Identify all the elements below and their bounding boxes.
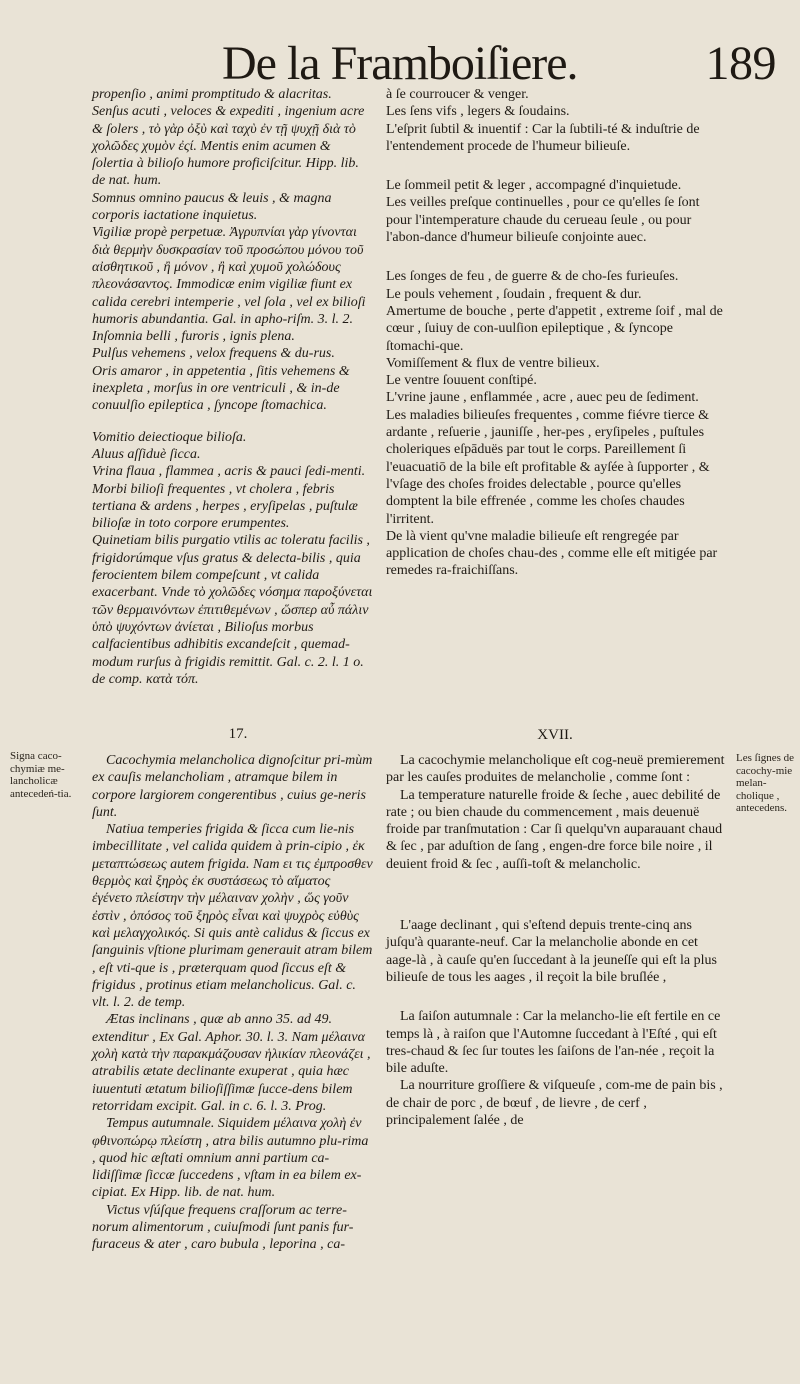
latin-column-bottom [92,752,374,1254]
latin-paragraph: Pulſus vehemens , velox frequens & du-rus. [92,346,335,362]
section-number-latin: 17. [228,726,248,742]
french-paragraph: La cacochymie melancholique eſt cog-neuë premierement par les cauſes produites de melancholie , comme ſont : [386,753,725,786]
french-paragraph: Le pouls vehement , ſoudain , frequent & dur. [386,286,642,302]
latin-paragraph: Ætas inclinans , quæ ab anno 35. ad 49. extenditur , Ex Gal. Aphor. 30. l. 3. Nam μέλαινα χολὴ κατὰ τὴν παρακμάζουσαν ἡλικίαν πλεονάζει , atrabilis ætate declinante exuperat , quia hæc iuuentuti ætatum bilioſiſſimæ ſucce-dens bilem retorridam excipit. Gal. in c. 6. l. 3. Prog. [92,1012,371,1114]
french-paragraph: Le ventre ſouuent conſtipé. [386,373,537,389]
running-title: De la Framboiſiere. [222,37,578,90]
latin-paragraph: Aluus aſſiduè ſicca. [92,446,201,462]
french-paragraph: La temperature naturelle froide & ſeche , auec debilité de rate ; ou bien chaude du commencement , mais deuenuë froide par tranſmutation : Car ſi quelqu'vn auparauant chaud & ſec , par aduſtion de ſang , engen-dre force bile noire , il deuient froid & ſec , auſſi-toſt & melancholic. [386,787,723,872]
french-paragraph: Les ſens vifs , legers & ſoudains. [386,104,570,120]
latin-paragraph: Quinetiam bilis purgatio vtilis ac toleratu facilis , frigidorúmque vſus gratus & delecta-bilis , quia ferocientem bilem compeſcunt , vt calida exacerbant. Vnde τὸ χολῶδες νόσημα παροξύνεται τῶν θερμαινόντων ἐπιτιθεμένων , ὥσπερ αὖ πάλιν ὑπὸ ψυχόντων ἀνίεται , Bilioſus morbus calfacientibus adhibitis excandeſcit , quemad-modum rurſus à frigidis remittit. Gal. c. 2. l. 1 o. de comp. κατὰ τόπ. [92,533,373,687]
latin-paragraph: propenſio , animi promptitudo & alacritas. [92,87,332,102]
latin-paragraph: Senſus acuti , veloces & expediti , ingenium acre & ſolers , τὸ γὰρ ὀξὺ καὶ ταχὺ ἐν τῇ ψυχῇ διὰ τὸ χολῶδες χυμὸν ἐςί. Mentis enim acumen & ſolertia à bilioſo humore proficiſcitur. Hipp. lib. de nat. hum. [92,104,365,189]
french-column-bottom [386,752,728,1129]
french-paragraph: L'aage declinant , qui s'eſtend depuis trente-cinq ans juſqu'à quarante-neuf. Car la melancholie abonde en cet aage-là , à cauſe qu'en ſuccedant à la jeuneſſe qui eſt la plus bilieuſe de tous les aages , il reçoit la bile bruſlée , [386,918,717,985]
french-paragraph: L'eſprit ſubtil & inuentif : Car la ſubtili-té & induſtrie de l'entendement procede de l'humeur bilieuſe. [386,121,700,154]
latin-paragraph: Inſomnia belli , furoris , ignis plena. [92,329,295,345]
french-paragraph: De là vient qu'vne maladie bilieuſe eſt rengregée par application de choſes chau-des , comme elle eſt mitigée par remedes ra-fraichiſſans. [386,528,718,579]
latin-paragraph: Oris amaror , in appetentia , ſitis vehemens & inexpleta , morſus in ore ventriculi , & in-de conuulſio epileptica , ſyncope ſtomachica. [92,363,350,414]
latin-paragraph: Cacochymia melancholica dignoſcitur pri-mùm ex cauſis melancholiam , atramque bilem in corpore largiorem congerentibus , cuius ge-neris ſunt. [92,753,373,820]
french-paragraph: Amertume de bouche , perte d'appetit , extreme ſoif , mal de cœur , ſuiuy de con-uulſion epileptique , & ſyncope ſtomachi-que. [386,303,723,354]
running-header [222,37,782,90]
latin-paragraph: Tempus autumnale. Siquidem μέλαινα χολὴ ἐν φθινοπώρῳ πλείστη , atra bilis autumno plu-rima , quod hic æſtati omnium anni partium ca-lidiſſimæ ſiccæ ſuccedens , vſtam in ea bilem ex-cipiat. Ex Hipp. lib. de nat. hum. [92,1116,369,1201]
latin-column-top [92,86,374,688]
french-paragraph: Les ſonges de feu , de guerre & de cho-ſes furieuſes. [386,269,679,285]
latin-paragraph: Vrina flaua , flammea , acris & pauci ſedi-menti. [92,464,366,480]
french-paragraph: à ſe courroucer & venger. [386,87,529,102]
french-paragraph: L'vrine jaune , enflammée , acre , auec peu de ſediment. [386,390,699,406]
section-number-french: XVII. [537,727,573,743]
french-paragraph: La nourriture groſſiere & viſqueuſe , com-me de pain bis , de chair de porc , de bœuf , de lievre , de cerf , principalement ſalée , de [386,1078,723,1129]
margin-note-latin: Signa caco-chymiæ me-lancholicæ antecedeń-tia. [10,750,72,800]
french-paragraph: Les veilles preſque continuelles , pour ce qu'elles ſe ſont pour l'intemperature chaude du cerueau ſeule , ou pour l'abon-dance d'humeur bilieuſe conjointe auec. [386,195,700,246]
latin-paragraph: Morbi bilioſi frequentes , vt cholera , febris tertiana & ardens , herpes , eryſipelas , puſtulæ bilioſæ in toto corpore erumpentes. [92,481,358,532]
french-paragraph: Les maladies bilieuſes frequentes , comme fiévre tierce & ardante , reſuerie , jauniſſe , her-pes , eryſipeles , puſtules choleriques eſpāduës par tout le corps. Pareillement ſi l'euacuatiō de la bile eſt profitable & ayſée à ſupporter , & l'vſage des choſes froides delectable , pource qu'elles domptent la bile effrenée , comme les choſes chaudes l'irritent. [386,407,710,527]
french-paragraph: Le ſommeil petit & leger , accompagné d'inquietude. [386,178,682,194]
latin-paragraph: Vomitio deiectioque bilioſa. [92,429,247,445]
latin-paragraph: Somnus omnino paucus & leuis , & magna corporis iactatione inquietus. [92,190,332,224]
french-column-top [386,86,728,580]
latin-paragraph: Natiua temperies frigida & ſicca cum lie-nis imbecillitate , vel calida quidem à prin-cipio , ἐκ μεταπτώσεως autem frigida. Nam ει τις ἐμπροσθεν θερμὸς καὶ ξηρὸς ἐκ συστάσεως τὸ αἵματος ἐγένετο πλείστην τὴν μέλαιναν χολὴν , ὥς γοῦν ἐστὶν , ὁπόσος τοῦ ξηρὸς εἶναι καὶ ψυχρὸς εὐθὺς καὶ μελαγχολικός. Si quis antè calidus & ſiccus ex ſanguinis vſtione plurimam generauit atram bilem , eſt vti-que is , præterquam quod ſiccus eſt & frigidus , protinus etiam melancholicus. Gal. c. vlt. l. 2. de temp. [92,822,373,1011]
french-paragraph: Vomiſſement & flux de ventre bilieux. [386,355,600,371]
french-paragraph: La ſaiſon autumnale : Car la melancho-lie eſt fertile en ce temps là , à raiſon que l'Automne ſuccedant à l'Eſté , qui eſt tres-chaud & ſec ſur toutes les ſaiſons de l'an-née , reçoit la bile aduſte. [386,1009,721,1077]
latin-paragraph: Victus vſúſque frequens craſſorum ac terre-norum alimentorum , cuiuſmodi ſunt panis fur-furaceus & ater , caro bubula , leporina , ca- [92,1202,354,1253]
page-number: 189 [705,37,776,90]
latin-paragraph: Vigiliæ propè perpetuæ. Ἀγρυπνίαι γὰρ γίνονται διὰ θερμὴν δυσκρασίαν τοῦ προσώπου μόνου τοῦ αἰσθητικοῦ , ἢ μόνον , ἢ καὶ χυμοῦ χολώδους πλεονάσαντος. Immodicæ enim vigiliæ fiunt ex calida cerebri intemperie , vel ſola , vel ex bilioſi humoris abundantia. Gal. in apho-riſm. 3. l. 2. [92,225,366,327]
margin-note-french: Les ſignes de cacochy-mie melan-cholique , antecedens. [736,752,795,814]
